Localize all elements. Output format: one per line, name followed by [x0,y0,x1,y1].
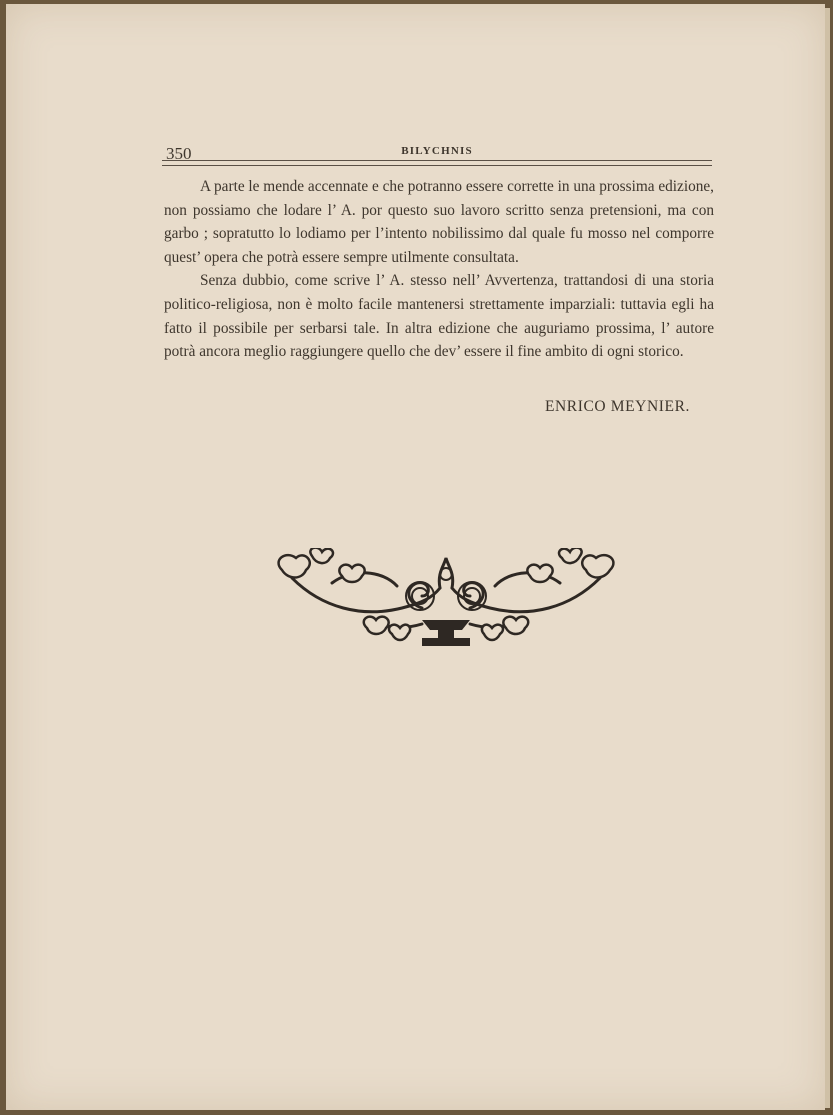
header-rule [162,160,712,166]
running-title: BILYCHNIS [401,145,473,157]
page-number: 350 [166,144,192,163]
body-text [164,175,714,364]
page-header [162,142,712,162]
author-signature: ENRICO MEYNIER. [544,398,690,415]
paragraph-2: Senza dubbio, come scrive l’ A. stesso nell’ Avvertenza, trattandosi di una storia politico-religiosa, non è molto facile mantenersi strettamente imparziali: tuttavia egli ha fatto il possibile per serbarsi tale. In altra edizione che auguriamo prossima, l’ autore potrà ancora meglio raggiungere quello che dev’ essere il fine ambito di ogni storico. [164,272,714,361]
paragraph-1: A parte le mende accennate e che potranno essere corrette in una prossima edizione, non possiamo che lodare l’ A. por questo suo lavoro scritto senza pretensioni, ma con garbo ; sopratutto lo lodiamo per l’intento nobilissimo dal quale fu mosso nel comporre quest’ opera che potrà essere sempre utilmente consultata. [164,178,714,266]
floral-vase-tailpiece-icon [272,548,620,652]
